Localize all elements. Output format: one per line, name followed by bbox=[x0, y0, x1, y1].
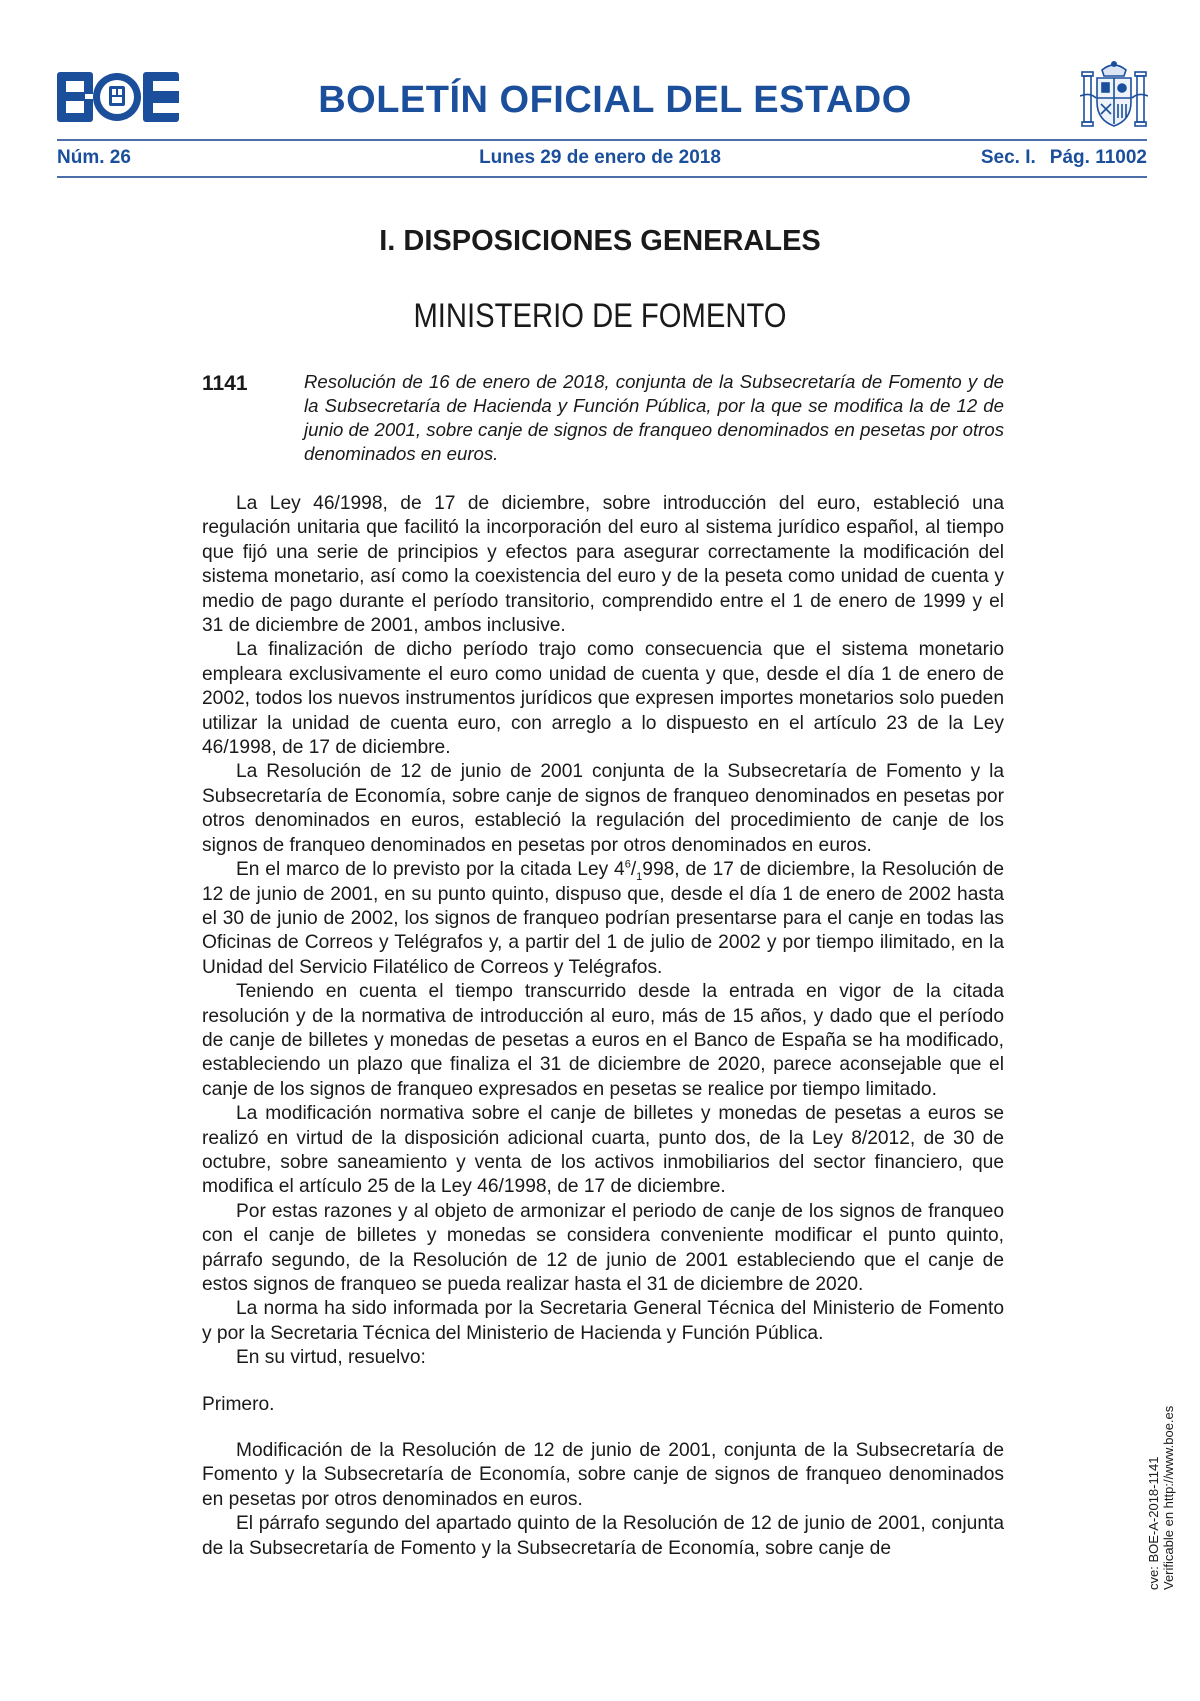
bulletin-title: BOLETÍN OFICIAL DEL ESTADO bbox=[318, 79, 912, 121]
paragraph: En su virtud, resuelvo: bbox=[236, 1347, 426, 1369]
spain-coat-of-arms-icon bbox=[1080, 58, 1148, 130]
boe-logo-seal bbox=[93, 73, 141, 121]
section-title: I. DISPOSICIONES GENERALES bbox=[379, 225, 821, 257]
document-body bbox=[202, 492, 1004, 1561]
paragraph: Por estas razones y al objeto de armonizar el periodo de canje de los signos de franqueo con el canje de billetes y monedas se considera conveniente modificar el punto quinto, párrafo segundo, de la Resolución de 12 de junio de 2001 estableciendo que el canje de estos signos de franqueo se pueda realizar hasta el 31 de diciembre de 2020. bbox=[202, 1200, 1004, 1295]
header-rule-bottom bbox=[57, 176, 1147, 178]
verification-url: Verificable en http://www.boe.es bbox=[1161, 1405, 1176, 1590]
paragraph bbox=[202, 858, 1004, 980]
paragraph: La modificación normativa sobre el canje de billetes y monedas de pesetas a euros se realizó en virtud de la disposición adicional cuarta, punto dos, de la Ley 8/2012, de 30 de octubre, sobre saneamiento y venta de los activos inmobiliarios del sector financiero, que modifica el artículo 25 de la Ley 46/1998, de 17 de diciembre. bbox=[202, 1103, 1004, 1198]
page-reference bbox=[975, 146, 1147, 170]
paragraph: Teniendo en cuenta el tiempo transcurrido desde la entrada en vigor de la citada resolución y de la normativa de introducción al euro, más de 15 años, y dado que el período de canje de billetes y monedas de pesetas a euros en el Banco de España se ha modificado, estableciendo un plazo que finaliza el 31 de diciembre de 2020, parece aconsejable que el canje de los signos de franqueo expresados en pesetas se realice por tiempo limitado. bbox=[202, 981, 1004, 1100]
superscript-artifact: 6 bbox=[624, 858, 631, 871]
paragraph: La finalización de dicho período trajo como consecuencia que el sistema monetario empleara exclusivamente el euro como unidad de cuenta y que, desde el día 1 de enero de 2002, todos los nuevos instrumentos jurídicos que expresen importes monetarios solo pueden utilizar la unidad de cuenta euro, con arreglo a lo dispuesto en el artículo 23 de la Ley 46/1998, de 17 de diciembre. bbox=[202, 639, 1004, 759]
page-number: Pág. 11002 bbox=[1049, 147, 1147, 168]
verification-stamp bbox=[1146, 1390, 1176, 1590]
subscript-artifact: 1 bbox=[636, 870, 643, 883]
resolution-summary: Resolución de 16 de enero de 2018, conjunta de la Subsecretaría de Fomento y de la Subsecretaría de Hacienda y Función Pública, por la que se modifica la de 12 de junio de 2001, sobre canje de signos de franqueo denominados en pesetas por otros denominados en euros. bbox=[304, 371, 1004, 464]
issue-date: Lunes 29 de enero de 2018 bbox=[479, 147, 721, 168]
verification-stamp-text bbox=[1146, 1406, 1176, 1590]
slash-artifact: / bbox=[630, 859, 637, 881]
boe-logo bbox=[57, 72, 179, 122]
boe-logo-letter-e bbox=[143, 72, 179, 122]
paragraph: La Ley 46/1998, de 17 de diciembre, sobre introducción del euro, estableció una regulación unitaria que facilitó la incorporación del euro al sistema jurídico español, al tiempo que fijó una serie de principios y efectos para asegurar correctamente la modificación del sistema monetario, así como la coexistencia del euro y de la peseta como unidad de cuenta y medio de pago durante el período transitorio, comprendido entre el 1 de enero de 1999 y el 31 de diciembre de 2001, ambos inclusive. bbox=[202, 493, 1004, 637]
cve-code: cve: BOE-A-2018-1141 bbox=[1146, 1456, 1161, 1590]
header-rule-top bbox=[57, 139, 1147, 141]
article-heading-primero: Primero. bbox=[202, 1393, 275, 1415]
paragraph: Modificación de la Resolución de 12 de junio de 2001, conjunta de la Subsecretaría de Fomento y la Subsecretaría de Economía, sobre canje de signos de franqueo denominados en pesetas por otros denominados en euros. bbox=[202, 1440, 1004, 1510]
paragraph: La norma ha sido informada por la Secretaria General Técnica del Ministerio de Fomento y por la Secretaria Técnica del Ministerio de Hacienda y Función Pública. bbox=[202, 1298, 1004, 1344]
paragraph: La Resolución de 12 de junio de 2001 conjunta de la Subsecretaría de Fomento y la Subsecretaría de Economía, sobre canje de signos de franqueo denominados en pesetas por otros denominados en euros, estableció la regulación del procedimiento de canje de los signos de franqueo denominados en pesetas por otros denominados en euros. bbox=[202, 761, 1004, 856]
issue-number: Núm. 26 bbox=[57, 147, 131, 168]
boe-logo-letter-b bbox=[57, 72, 93, 122]
paragraph-text: 998, de 17 de diciembre, la Resolución de 12 de junio de 2001, en su punto quinto, dispuso que, desde el día 1 de enero de 2002 hasta el 30 de junio de 2002, los signos de franqueo podrían presentarse para el canje en todas las Oficinas de Correos y Telégrafos y, a partir del 1 de julio de 2002 y por tiempo ilimitado, en la Unidad del Servicio Filatélico de Correos y Telégrafos. bbox=[202, 859, 1004, 978]
ministry-title: MINISTERIO DE FOMENTO bbox=[413, 297, 787, 335]
paragraph-text: En el marco de lo previsto por la citada Ley 4 bbox=[236, 859, 625, 881]
section-label: Sec. I. bbox=[980, 147, 1036, 168]
resolution-number: 1141 bbox=[202, 372, 248, 395]
paragraph: El párrafo segundo del apartado quinto de la Resolución de 12 de junio de 2001, conjunta de la Subsecretaría de Fomento y la Subsecretaría de Economía, sobre canje de bbox=[202, 1513, 1004, 1559]
